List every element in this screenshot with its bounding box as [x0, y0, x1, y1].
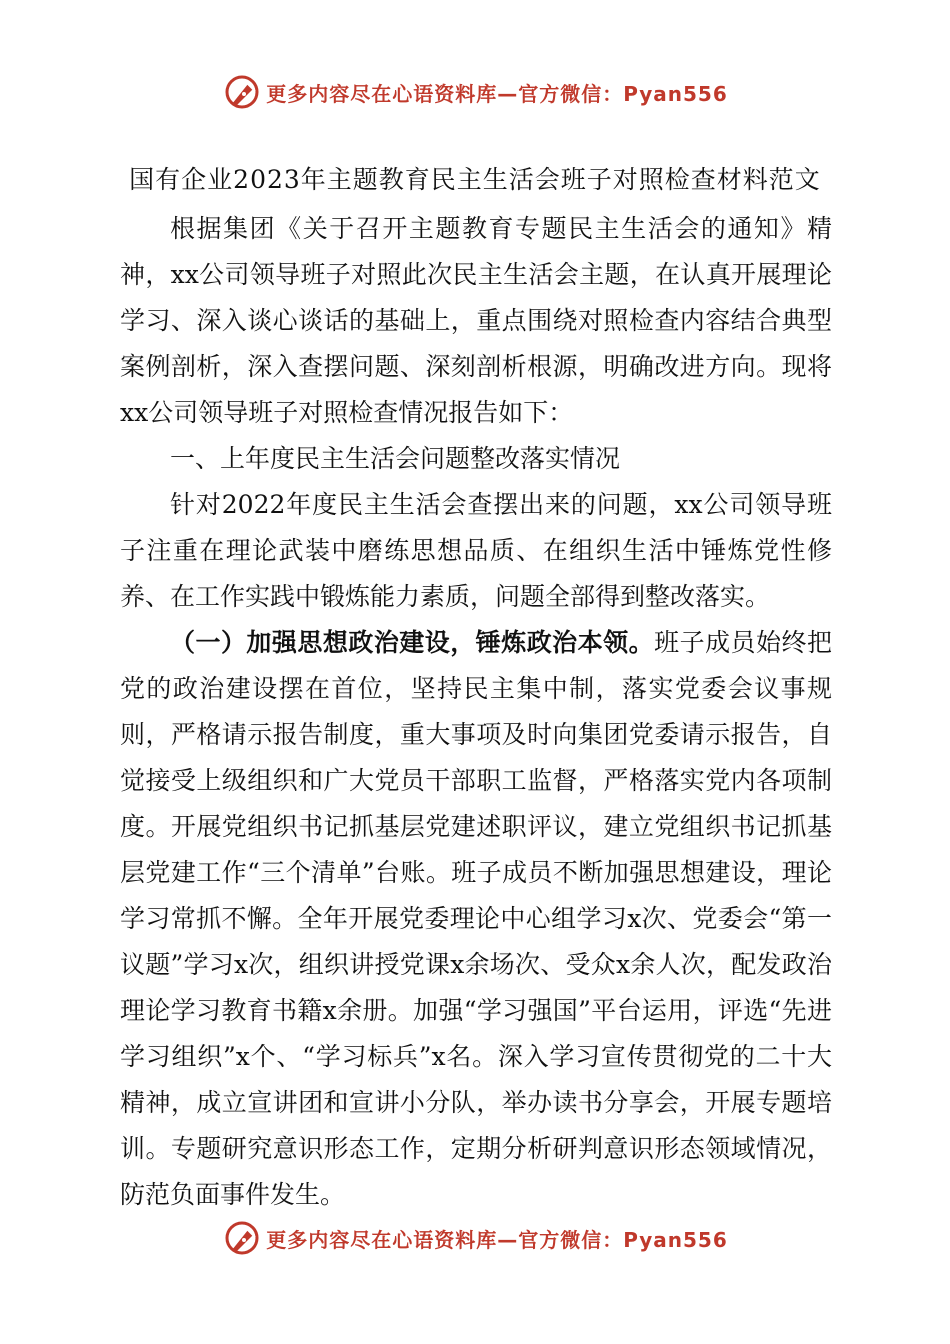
subsection-body: 班子成员始终把党的政治建设摆在首位，坚持民主集中制，落实党委会议事规则，严格请示报告制度，重大事项及时向集团党委请示报告，自觉接受上级组织和广大党员干部职工监督，严格落实党内各项制度。开展党组织书记抓基层党建述职评议，建立党组织书记抓基层党建工作“三个清单”台账。班子成员不断加强思想建设，理论学习常抓不懈。全年开展党委理论中心组学习x次、党委会“第一议题”学习x次，组织讲授党课x余场次、受众x余人次，配发政治理论学习教育书籍x余册。加强“学习强国”平台运用，评选“先进学习组织”x个、“学习标兵”x名。深入学习宣传贯彻党的二十大精神，成立宣讲团和宣讲小分队，举办读书分享会，开展专题培训。专题研究意识形态工作，定期分析研判意识形态领域情况，防范负面事件发生。: [120, 628, 832, 1209]
document-title: 国有企业2023年主题教育民主生活会班子对照检查材料范文: [129, 165, 821, 194]
watermark-text: 更多内容尽在心语资料库—官方微信：Pyan556: [266, 1227, 728, 1252]
section-intro-paragraph: 针对2022年度民主生活会查摆出来的问题，xx公司领导班子注重在理论武装中磨练思想品质、在组织生活中锤炼党性修养、在工作实践中锻炼能力素质，问题全部得到整改落实。: [120, 490, 832, 611]
watermark-text: 更多内容尽在心语资料库—官方微信：Pyan556: [266, 81, 728, 106]
pen-nib-logo-icon: [222, 1218, 262, 1258]
watermark-banner-top: [0, 70, 950, 114]
pen-nib-logo-icon: [222, 72, 262, 112]
watermark-banner-bottom: [0, 1216, 950, 1260]
section-heading: 一、上年度民主生活会问题整改落实情况: [170, 444, 621, 473]
intro-paragraph: 根据集团《关于召开主题教育专题民主生活会的通知》精神，xx公司领导班子对照此次民主生活会主题，在认真开展理论学习、深入谈心谈话的基础上，重点围绕对照检查内容结合典型案例剖析，深入查摆问题、深刻剖析根源，明确改进方向。现将xx公司领导班子对照检查情况报告如下：: [120, 214, 832, 427]
subsection-heading: （一）加强思想政治建设，锤炼政治本领。: [170, 628, 655, 657]
subsection-paragraph: [120, 620, 832, 1218]
document-body: [120, 206, 832, 1218]
